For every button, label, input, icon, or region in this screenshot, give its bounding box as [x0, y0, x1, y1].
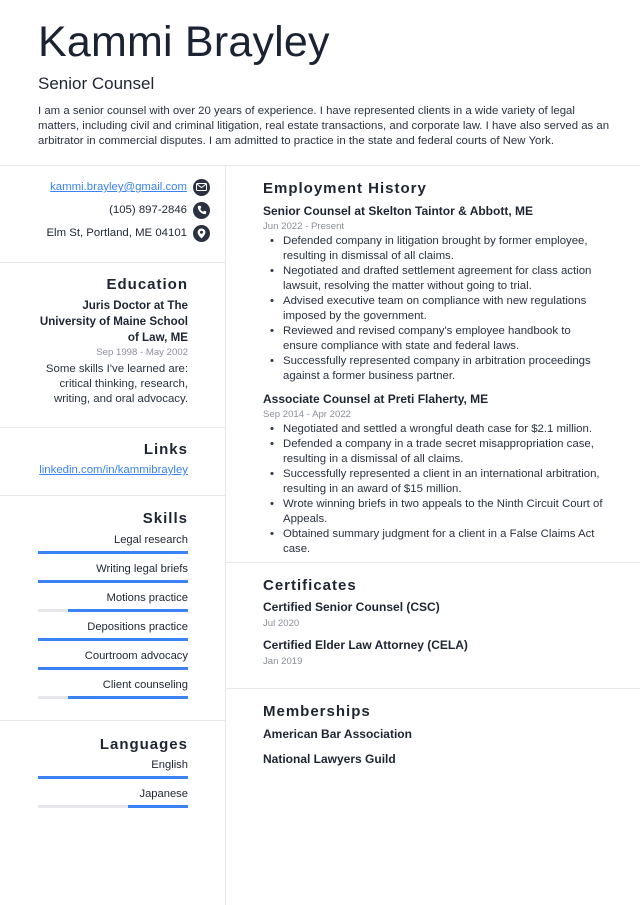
- skill-level-fill: [38, 638, 188, 641]
- education-heading: Education: [106, 276, 188, 293]
- skill-level-fill: [68, 609, 188, 612]
- candidate-name: Kammi Brayley: [38, 18, 330, 66]
- job-bullet: • Reviewed and revised company's employee handbook to ensure compliance with state and federal laws.: [263, 324, 603, 354]
- skill-name: Motions practice: [106, 592, 188, 604]
- skill-item: [38, 678, 188, 692]
- language-level-fill: [38, 776, 188, 779]
- skill-level-bar: [38, 551, 188, 554]
- job-bullet: • Successfully represented a client in an international arbitration, resulting in an award of $15 million.: [263, 467, 613, 497]
- job-bullet: • Negotiated and settled a wrongful death case for $2.1 million.: [263, 422, 613, 437]
- language-name: Japanese: [139, 788, 188, 800]
- certificate-date: Jul 2020: [263, 618, 300, 629]
- job-title: Senior Counsel: [38, 74, 155, 93]
- language-item: [38, 758, 188, 772]
- job-entry: [263, 391, 613, 557]
- job-bullet: • Successfully represented company in arbitration proceedings against a former business partner.: [263, 354, 603, 384]
- memberships-heading: Memberships: [263, 703, 371, 720]
- employment-section: [226, 166, 640, 563]
- skill-level-bar: [38, 609, 188, 612]
- certificate-item: [263, 599, 440, 629]
- contact-section: [0, 166, 225, 263]
- skill-name: Legal research: [113, 534, 188, 546]
- job-entry: [263, 203, 603, 384]
- skills-heading: Skills: [142, 510, 188, 527]
- certificates-heading: Certificates: [263, 577, 357, 594]
- skill-name: Courtroom advocacy: [84, 650, 188, 662]
- job-bullets: [263, 234, 603, 384]
- skill-level-fill: [38, 551, 188, 554]
- languages-heading: Languages: [99, 736, 188, 753]
- education-degree: Juris Doctor at The University of Maine School of Law, ME: [39, 299, 188, 344]
- language-level-bar: [38, 805, 188, 808]
- certificate-item: [263, 637, 468, 667]
- skill-item: [38, 533, 188, 547]
- education-section: [0, 263, 225, 428]
- languages-section: [0, 721, 225, 841]
- certificates-section: [226, 563, 640, 689]
- job-bullet: • Advised executive team on compliance with new regulations imposed by the government.: [263, 294, 603, 324]
- skill-level-fill: [38, 667, 188, 670]
- memberships-section: [226, 689, 640, 809]
- skill-level-bar: [38, 638, 188, 641]
- skill-level-fill: [68, 696, 188, 699]
- job-bullet: • Negotiated and drafted settlement agreement for class action lawsuit, resolving the matter without going to trial.: [263, 264, 603, 294]
- employment-heading: Employment History: [263, 180, 427, 197]
- contact-phone: [109, 201, 210, 219]
- skills-section: [0, 496, 225, 721]
- language-name: English: [151, 759, 188, 771]
- membership-item: American Bar Association: [263, 727, 412, 741]
- job-bullet: • Wrote winning briefs in two appeals to the Ninth Circuit Court of Appeals.: [263, 497, 613, 527]
- job-bullet: • Defended company in litigation brought by former employee, resulting in dismissal of all claims.: [263, 234, 603, 264]
- linkedin-link[interactable]: linkedin.com/in/kammibrayley: [39, 464, 188, 476]
- education-description: Some skills I've learned are: critical thinking, research, writing, and oral advocacy.: [45, 363, 188, 405]
- certificate-date: Jan 2019: [263, 656, 303, 667]
- phone-icon: [193, 202, 210, 219]
- language-level-bar: [38, 776, 188, 779]
- contact-email[interactable]: [50, 178, 210, 196]
- skill-level-bar: [38, 696, 188, 699]
- skill-name: Client counseling: [102, 679, 188, 691]
- email-link[interactable]: kammi.brayley@gmail.com: [50, 181, 187, 193]
- job-dates: Sep 2014 - Apr 2022: [263, 409, 352, 420]
- location-pin-icon: [193, 225, 210, 242]
- skill-name: Depositions practice: [87, 621, 188, 633]
- job-bullet: • Defended a company in a trade secret misappropriation case, resulting in a dismissal of all claims.: [263, 437, 613, 467]
- contact-address: [46, 224, 210, 242]
- job-bullet: • Obtained summary judgment for a client in a False Claims Act case.: [263, 527, 613, 557]
- job-position: Associate Counsel at Preti Flaherty, ME: [263, 392, 489, 406]
- certificate-name: Certified Elder Law Attorney (CELA): [263, 638, 468, 652]
- job-bullets: [263, 422, 613, 557]
- job-position: Senior Counsel at Skelton Taintor & Abbott, ME: [263, 204, 534, 218]
- job-dates: Jun 2022 - Present: [263, 221, 345, 232]
- skill-item: [38, 562, 188, 576]
- membership-item: National Lawyers Guild: [263, 752, 396, 766]
- language-level-fill: [128, 805, 188, 808]
- skill-level-fill: [38, 580, 188, 583]
- language-item: [38, 787, 188, 801]
- address-text: Elm St, Portland, ME 04101: [46, 227, 187, 239]
- links-section: [0, 428, 225, 496]
- education-dates: Sep 1998 - May 2002: [96, 347, 188, 358]
- skill-item: [38, 591, 188, 605]
- envelope-icon: [193, 179, 210, 196]
- profile-summary: I am a senior counsel with over 20 years of experience. I have represented clients in a wide variety of legal matters, including civil and criminal litigation, real estate transactions, and corporate law. I have also served as an arbitrator in commercial disputes. I am admitted to practice in the state and federal courts of New York.: [38, 105, 610, 147]
- skill-name: Writing legal briefs: [96, 563, 188, 575]
- skill-level-bar: [38, 667, 188, 670]
- certificate-name: Certified Senior Counsel (CSC): [263, 600, 440, 614]
- skill-level-bar: [38, 580, 188, 583]
- links-heading: Links: [143, 441, 188, 458]
- skill-item: [38, 649, 188, 663]
- skill-item: [38, 620, 188, 634]
- phone-number: (105) 897-2846: [109, 204, 187, 216]
